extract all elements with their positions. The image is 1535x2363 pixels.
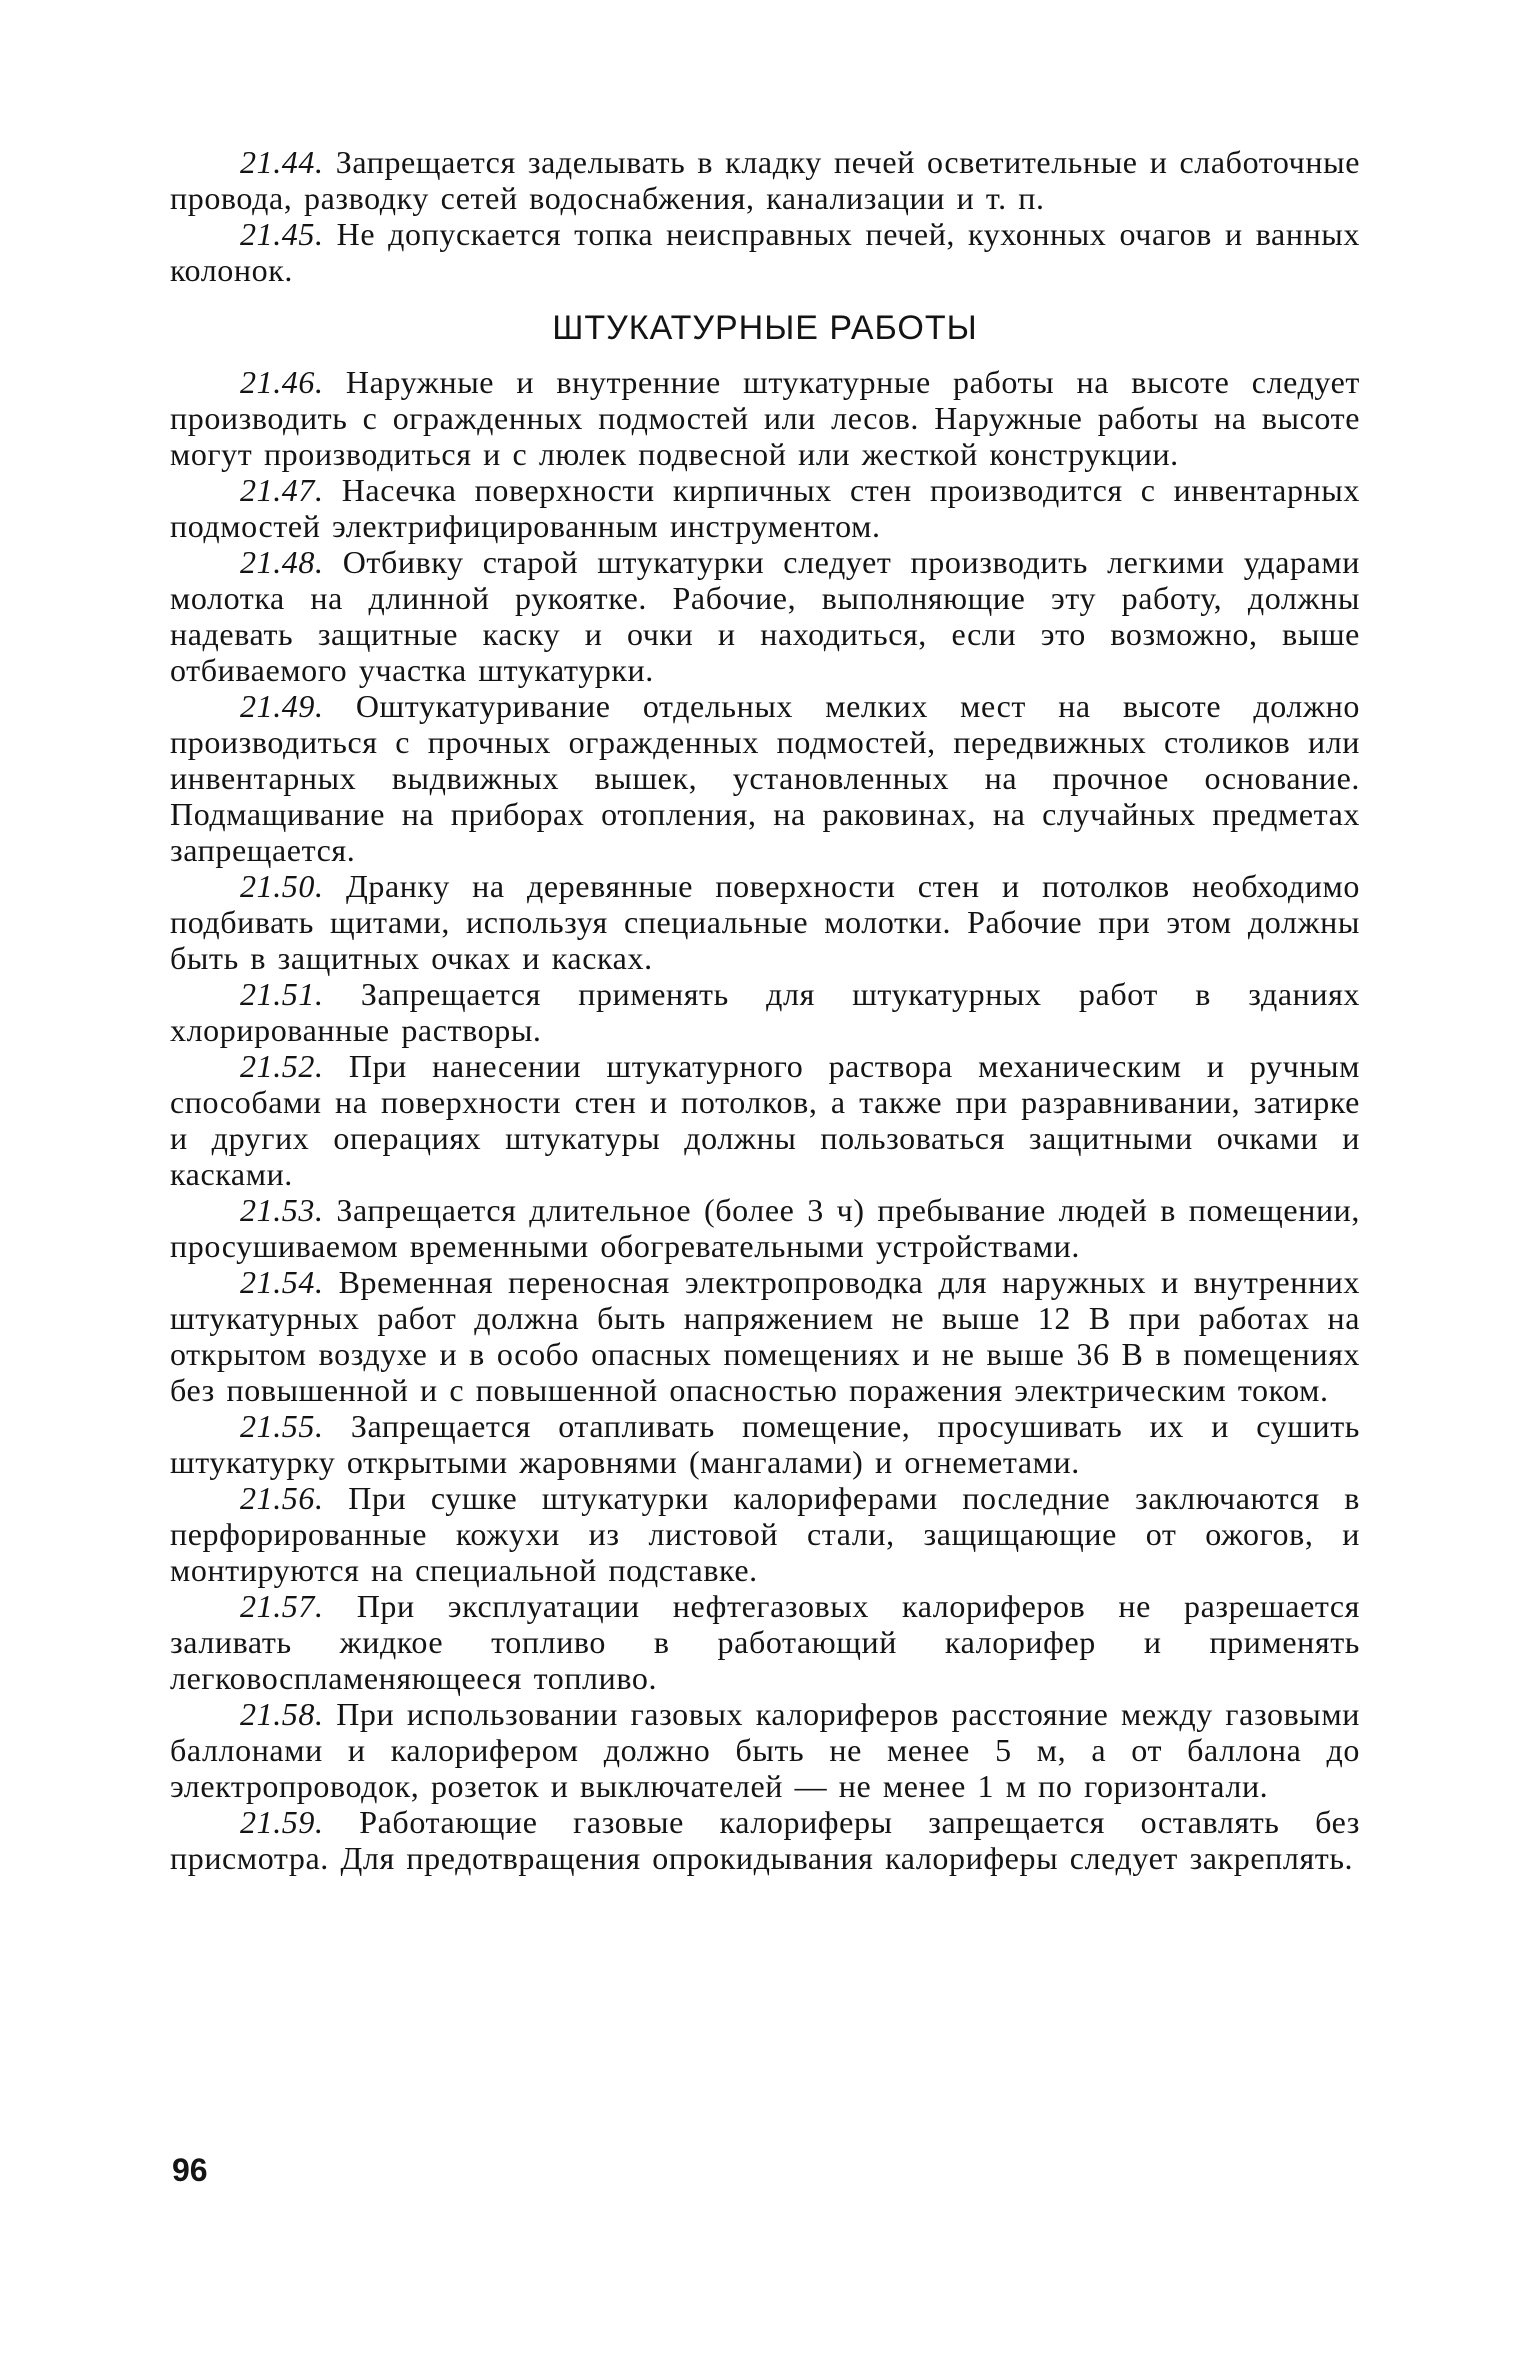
paragraph-text: Запрещается отапливать помещение, просушивать их и сушить штукатурку открытыми жаровнями (мангалами) и огнеметами. <box>170 1408 1360 1480</box>
paragraph <box>170 1408 1360 1480</box>
paragraph-text: Запрещается заделывать в кладку печей осветительные и слаботочные провода, разводку сетей водоснабжения, канализации и т. п. <box>170 144 1360 216</box>
paragraph-text: Временная переносная электропроводка для наружных и внутренних штукатурных работ должна быть напряжением не выше 12 В при работах на открытом воздухе и в особо опасных помещениях и не выше 36 В в помещениях без повышенной и с повышенной опасностью поражения электрическим током. <box>170 1264 1360 1408</box>
paragraph <box>170 1480 1360 1588</box>
paragraph-number: 21.46. <box>240 364 324 400</box>
paragraph <box>170 364 1360 472</box>
paragraph-number: 21.49. <box>240 688 324 724</box>
paragraph-number: 21.59. <box>240 1804 324 1840</box>
paragraph-number: 21.52. <box>240 1048 324 1084</box>
paragraph-text: Отбивку старой штукатурки следует производить легкими ударами молотка на длинной рукоятке. Рабочие, выполняющие эту работу, должны надевать защитные каску и очки и находиться, если это возможно, выше отбиваемого участка штукатурки. <box>170 544 1360 688</box>
paragraph-number: 21.55. <box>240 1408 324 1444</box>
paragraph <box>170 144 1360 216</box>
plaster-section <box>170 364 1360 1876</box>
paragraph-number: 21.56. <box>240 1480 324 1516</box>
paragraph-text: Работающие газовые калориферы запрещается оставлять без присмотра. Для предотвращения опрокидывания калориферы следует закреплять. <box>170 1804 1361 1876</box>
paragraph-number: 21.44. <box>240 144 324 180</box>
paragraph-text: Наружные и внутренние штукатурные работы на высоте следует производить с огражденных подмостей или лесов. Наружные работы на высоте могут производиться и с люлек подвесной или жесткой конструкции. <box>170 364 1360 472</box>
paragraph <box>170 1696 1360 1804</box>
paragraph-text: Не допускается топка неисправных печей, кухонных очагов и ванных колонок. <box>170 216 1360 288</box>
paragraph-number: 21.51. <box>240 976 324 1012</box>
paragraph <box>170 216 1360 288</box>
page-number: 96 <box>172 2152 208 2188</box>
paragraph <box>170 868 1360 976</box>
paragraph-text: При сушке штукатурки калориферами последние заключаются в перфорированные кожухи из листовой стали, защищающие от ожогов, и монтируются на специальной подставке. <box>170 1480 1360 1588</box>
paragraph <box>170 472 1360 544</box>
paragraph-number: 21.57. <box>240 1588 324 1624</box>
paragraph <box>170 544 1360 688</box>
paragraph-text: При использовании газовых калориферов расстояние между газовыми баллонами и калорифером должно быть не менее 5 м, а от баллона до электропроводок, розеток и выключателей — не менее 1 м по горизонтали. <box>170 1696 1360 1804</box>
paragraph-number: 21.48. <box>240 544 324 580</box>
paragraph-text: Дранку на деревянные поверхности стен и потолков необходимо подбивать щитами, используя специальные молотки. Рабочие при этом должны быть в защитных очках и касках. <box>170 868 1360 976</box>
top-section <box>170 144 1360 288</box>
paragraph-text: Запрещается применять для штукатурных работ в зданиях хлорированные растворы. <box>170 976 1360 1048</box>
paragraph <box>170 1588 1360 1696</box>
paragraph-text: Насечка поверхности кирпичных стен производится с инвентарных подмостей электрифицированным инструментом. <box>170 472 1360 544</box>
paragraph-number: 21.58. <box>240 1696 324 1732</box>
paragraph <box>170 1048 1360 1192</box>
paragraph-number: 21.47. <box>240 472 324 508</box>
paragraph-text: Запрещается длительное (более 3 ч) пребывание людей в помещении, просушиваемом временными обогревательными устройствами. <box>170 1192 1360 1264</box>
page-body <box>170 144 1360 1876</box>
paragraph-text: Оштукатуривание отдельных мелких мест на высоте должно производиться с прочных огражденных подмостей, передвижных столиков или инвентарных выдвижных вышек, установленных на прочное основание. Подмащивание на приборах отопления, на раковинах, на случайных предметах запрещается. <box>170 688 1360 868</box>
section-heading: ШТУКАТУРНЫЕ РАБОТЫ <box>552 309 978 347</box>
paragraph <box>170 1192 1360 1264</box>
paragraph-number: 21.50. <box>240 868 324 904</box>
paragraph-number: 21.53. <box>240 1192 324 1228</box>
paragraph-text: При эксплуатации нефтегазовых калориферов не разрешается заливать жидкое топливо в работающий калорифер и применять легковоспламеняющееся топливо. <box>170 1588 1360 1696</box>
paragraph-number: 21.54. <box>240 1264 324 1300</box>
paragraph <box>170 688 1360 868</box>
paragraph-number: 21.45. <box>240 216 324 252</box>
paragraph <box>170 1804 1360 1876</box>
paragraph <box>170 976 1360 1048</box>
paragraph <box>170 1264 1360 1408</box>
paragraph-text: При нанесении штукатурного раствора механическим и ручным способами на поверхности стен и потолков, а также при разравнивании, затирке и других операциях штукатуры должны пользоваться защитными очками и касками. <box>170 1048 1360 1192</box>
